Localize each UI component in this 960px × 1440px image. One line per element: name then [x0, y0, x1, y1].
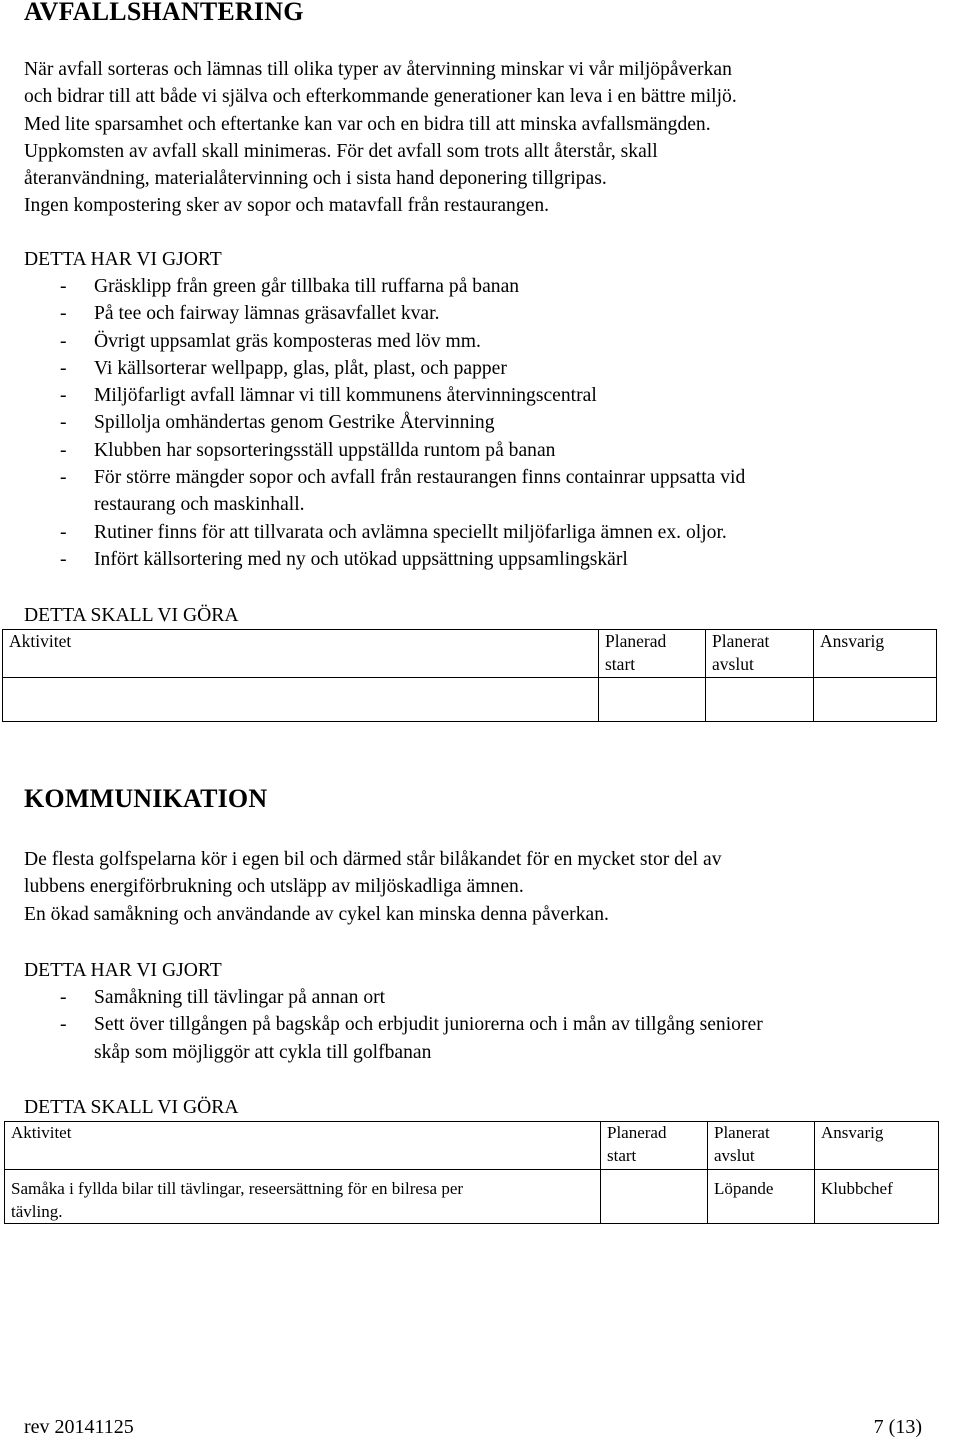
- section2-intro: [24, 846, 722, 928]
- dash-bullet: -: [60, 385, 67, 407]
- table-row: [5, 1170, 939, 1224]
- section1-done-list: [24, 273, 936, 573]
- header-text: Planerad: [607, 1123, 667, 1142]
- list-item-text: För större mängder sopor och avfall från restaurangen finns containrar uppsatta vid: [94, 467, 746, 489]
- dash-bullet: -: [60, 303, 67, 325]
- list-item: [24, 519, 936, 546]
- cell-start: [599, 678, 706, 722]
- header-planned-end: [706, 630, 814, 678]
- list-item: [24, 409, 936, 436]
- cell-owner: Klubbchef: [815, 1170, 939, 1224]
- list-item-text: Vi källsorterar wellpapp, glas, plåt, plast, och papper: [94, 357, 507, 379]
- header-planned-start: [599, 630, 706, 678]
- cell-text: Samåka i fyllda bilar till tävlingar, reseersättning för en bilresa per: [11, 1179, 464, 1198]
- revision-label: rev 20141125: [24, 1416, 134, 1438]
- header-text: avslut: [712, 654, 754, 674]
- page-number: 7 (13): [873, 1416, 922, 1438]
- section1-intro: [24, 56, 737, 220]
- dash-bullet: -: [60, 467, 67, 489]
- cell-start: [601, 1170, 708, 1224]
- list-item: [24, 437, 936, 464]
- list-item-text: Sett över tillgången på bagskåp och erbjudit juniorerna och i mån av tillgång seniorer: [94, 1014, 763, 1036]
- dash-bullet: -: [60, 548, 67, 570]
- header-planned-end: [708, 1122, 815, 1170]
- header-activity: Aktivitet: [5, 1122, 601, 1170]
- dash-bullet: -: [60, 439, 67, 461]
- intro-line: Ingen kompostering sker av sopor och matavfall från restaurangen.: [24, 195, 550, 217]
- list-item-text: Miljöfarligt avfall lämnar vi till kommunens återvinningscentral: [94, 385, 597, 407]
- list-item-text: Klubben har sopsorteringsställ uppställda runtom på banan: [94, 439, 556, 461]
- list-item-text: Samåkning till tävlingar på annan ort: [94, 987, 386, 1008]
- section1-todo-heading: DETTA SKALL VI GÖRA: [24, 605, 239, 626]
- list-item: [24, 328, 936, 355]
- intro-line: återanvändning, materialåtervinning och i sista hand deponering tillgripas.: [24, 168, 607, 190]
- intro-line: och bidrar till att både vi själva och efterkommande generationer kan leva i en bättre miljö.: [24, 86, 737, 108]
- list-item: [24, 1011, 936, 1066]
- list-item-text: restaurang och maskinhall.: [94, 494, 305, 516]
- dash-bullet: -: [60, 276, 67, 297]
- cell-activity: [3, 678, 599, 722]
- intro-line: En ökad samåkning och användande av cykel kan minska denna påverkan.: [24, 903, 609, 925]
- section-title-kommunikation: KOMMUNIKATION: [24, 784, 268, 813]
- list-item-text: Rutiner finns för att tillvarata och avlämna speciellt miljöfarliga ämnen ex. oljor.: [94, 521, 727, 543]
- dash-bullet: -: [60, 987, 67, 1008]
- table-row: [3, 678, 937, 722]
- section1-done-heading: DETTA HAR VI GJORT: [24, 249, 222, 270]
- section-title-avfallshantering: AVFALLSHANTERING: [24, 0, 304, 26]
- list-item-text: Gräsklipp från green går tillbaka till ruffarna på banan: [94, 276, 520, 297]
- section2-done-heading: DETTA HAR VI GJORT: [24, 960, 222, 981]
- section1-action-table: [2, 629, 937, 722]
- dash-bullet: -: [60, 330, 67, 352]
- table-header-row: [3, 630, 937, 678]
- section2-done-list: [24, 984, 936, 1066]
- list-item: [24, 984, 936, 1011]
- header-text: Planerad: [605, 631, 667, 651]
- intro-line: Med lite sparsamhet och eftertanke kan var och en bidra till att minska avfallsmängden.: [24, 113, 711, 135]
- list-item-text: Spillolja omhändertas genom Gestrike Återvinning: [94, 412, 495, 434]
- list-item-text: Övrigt uppsamlat gräs komposteras med löv mm.: [94, 330, 481, 352]
- header-text: Planerat: [714, 1123, 770, 1142]
- header-text: start: [607, 1145, 637, 1165]
- intro-line: De flesta golfspelarna kör i egen bil och därmed står bilåkandet för en mycket stor del av: [24, 849, 722, 870]
- section2-todo-heading: DETTA SKALL VI GÖRA: [24, 1097, 239, 1118]
- list-item-text: Infört källsortering med ny och utökad uppsättning uppsamlingskärl: [94, 548, 628, 570]
- cell-owner: [814, 678, 937, 722]
- cell-activity: [5, 1170, 601, 1224]
- list-item-text: På tee och fairway lämnas gräsavfallet kvar.: [94, 303, 440, 325]
- list-item: [24, 464, 936, 519]
- section2-action-table: [4, 1121, 939, 1224]
- header-text: Planerat: [712, 631, 770, 651]
- header-responsible: Ansvarig: [815, 1122, 939, 1170]
- intro-line: lubbens energiförbrukning och utsläpp av miljöskadliga ämnen.: [24, 876, 524, 898]
- cell-text: tävling.: [11, 1201, 63, 1221]
- cell-end: Löpande: [708, 1170, 815, 1224]
- intro-line: Uppkomsten av avfall skall minimeras. För det avfall som trots allt återstår, skall: [24, 140, 658, 162]
- header-text: start: [605, 654, 636, 674]
- list-item: [24, 382, 936, 409]
- list-item: [24, 546, 936, 573]
- header-text: avslut: [714, 1145, 755, 1165]
- list-item-text: skåp som möjliggör att cykla till golfbanan: [94, 1041, 432, 1063]
- dash-bullet: -: [60, 412, 67, 434]
- list-item: [24, 273, 936, 300]
- header-responsible: Ansvarig: [814, 630, 937, 678]
- header-planned-start: [601, 1122, 708, 1170]
- dash-bullet: -: [60, 1014, 67, 1036]
- header-activity: Aktivitet: [3, 630, 599, 678]
- list-item: [24, 300, 936, 327]
- dash-bullet: -: [60, 521, 67, 543]
- list-item: [24, 355, 936, 382]
- table-header-row: [5, 1122, 939, 1170]
- dash-bullet: -: [60, 357, 67, 379]
- intro-line: När avfall sorteras och lämnas till olika typer av återvinning minskar vi vår miljöpåverkan: [24, 59, 732, 80]
- cell-end: [706, 678, 814, 722]
